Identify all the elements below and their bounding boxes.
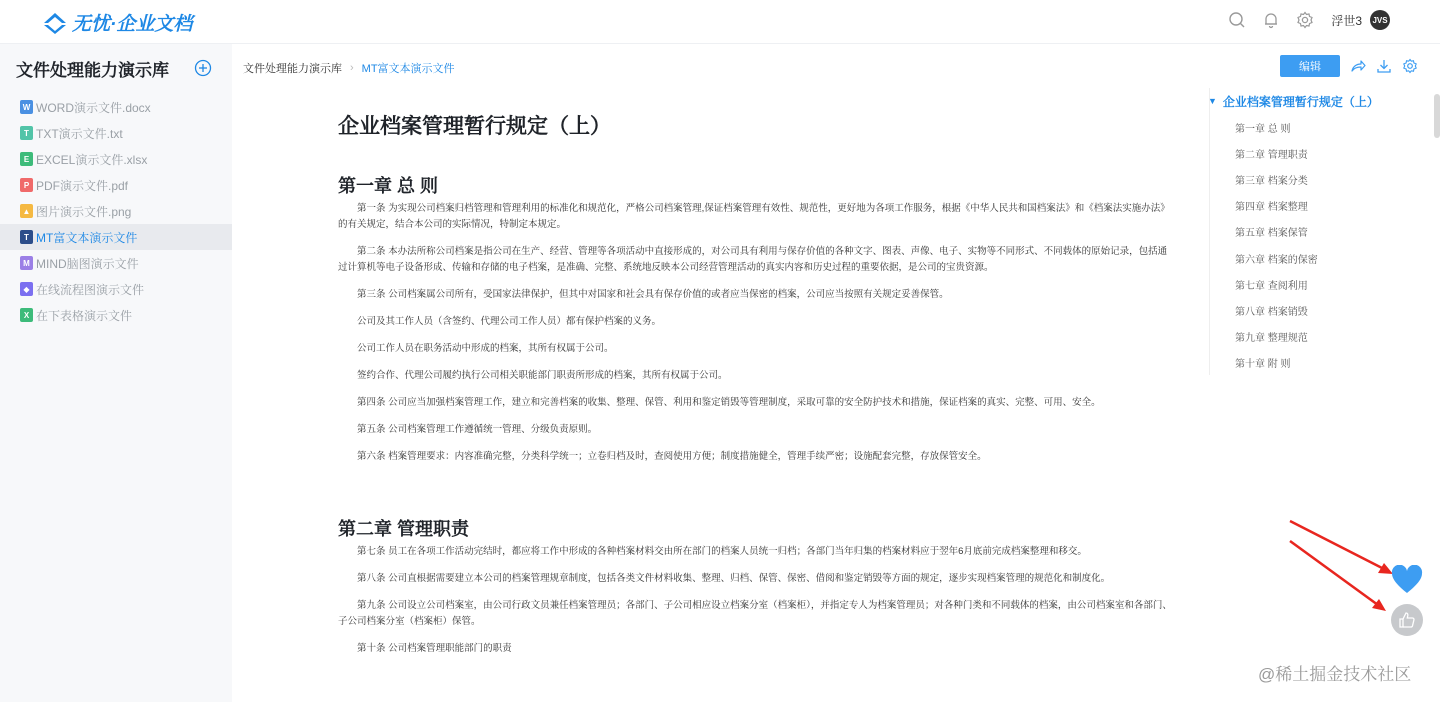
sidebar-file-label: TXT演示文件.txt xyxy=(36,126,123,141)
toc-item[interactable]: 第四章 档案整理 xyxy=(1235,202,1308,214)
toc-item[interactable]: 第五章 档案保管 xyxy=(1235,228,1308,240)
user-name[interactable]: 浮世3 xyxy=(1331,13,1362,28)
sidebar-file-item[interactable] xyxy=(0,250,232,276)
gear-icon[interactable] xyxy=(1295,10,1315,30)
sidebar-file-item[interactable] xyxy=(0,224,232,250)
file-type-icon: X xyxy=(20,308,33,322)
logo[interactable] xyxy=(42,9,192,36)
toc-head[interactable] xyxy=(1208,88,1427,114)
document-paragraph: 第七条 员工在各项工作活动完结时，都应将工作中形成的各种档案材料交由所在部门的档案人员统一归档；各部门当年归集的档案材料应于翌年6月底前完成档案整理和移交。 xyxy=(357,546,1087,557)
file-type-icon: M xyxy=(20,256,33,270)
top-bar xyxy=(0,0,1440,44)
sidebar-file-item[interactable] xyxy=(0,146,232,172)
breadcrumb-current[interactable]: MT富文本演示文件 xyxy=(361,63,455,75)
toc-item[interactable]: 第一章 总 则 xyxy=(1235,123,1291,135)
sidebar-file-label: EXCEL演示文件.xlsx xyxy=(36,152,148,167)
sidebar-file-item[interactable] xyxy=(0,302,232,328)
document-paragraph: 第九条 公司设立公司档案室，由公司行政文员兼任档案管理员；各部门、子公司相应设立档案分室（档案柜），并指定专人为档案管理员；对各种门类和不同载体的档案，由公司档案室和各部门、子公司档案分室（档案柜）保管。 xyxy=(338,600,1172,627)
sidebar-file-item[interactable] xyxy=(0,94,232,120)
toc-item[interactable]: 第十章 附 则 xyxy=(1235,359,1291,371)
breadcrumb-root[interactable]: 文件处理能力演示库 xyxy=(243,63,342,75)
document-body xyxy=(338,106,1173,657)
watermark: @稀土掘金技术社区 xyxy=(1258,665,1412,684)
document-toolbar xyxy=(1280,55,1418,77)
document-paragraph: 第八条 公司直根据需要建立本公司的档案管理规章制度，包括各类文件材料收集、整理、归档、保管、保密、借阅和鉴定销毁等方面的规定，逐步实现档案管理的规范化和制度化。 xyxy=(357,573,1111,584)
edit-button[interactable]: 编辑 xyxy=(1280,55,1340,77)
chapter-2-title: 第二章 管理职责 xyxy=(338,519,470,539)
search-icon[interactable] xyxy=(1227,10,1247,30)
document-paragraph: 第五条 公司档案管理工作遵循统一管理、分级负责原则。 xyxy=(357,424,598,435)
breadcrumb-separator: › xyxy=(350,62,354,74)
bell-icon[interactable] xyxy=(1261,10,1281,30)
chapter-2-body xyxy=(338,544,1173,657)
document-title: 企业档案管理暂行规定（上） xyxy=(338,115,611,138)
settings-icon[interactable] xyxy=(1402,58,1418,74)
sidebar xyxy=(0,44,232,702)
toc-head-label: 企业档案管理暂行规定（上） xyxy=(1222,94,1379,109)
avatar[interactable]: JVS xyxy=(1370,10,1390,30)
breadcrumb xyxy=(243,60,455,76)
document-paragraph: 公司及其工作人员（含签约、代理公司工作人员）都有保护档案的义务。 xyxy=(357,316,662,327)
add-icon[interactable] xyxy=(194,59,212,77)
toc-item[interactable]: 第三章 档案分类 xyxy=(1235,175,1308,187)
document-paragraph: 第二条 本办法所称公司档案是指公司在生产、经营、管理等各项活动中直接形成的，对公司具有利用与保存价值的各种文字、图表、声像、电子、实物等不同形式、不同载体的原始记录，包括通过计算机等电子设备形成、传输和存储的电子档案，是准确、完整、系统地反映本公司经营管理活动的真实内容和历史过程的重要依据，是公司的宝贵资源。 xyxy=(338,246,1168,273)
caret-down-icon: ▼ xyxy=(1208,96,1217,106)
logo-text: 无忧·企业文档 xyxy=(72,14,193,35)
file-type-icon: E xyxy=(20,152,33,166)
main-content xyxy=(232,44,1440,702)
toc-item[interactable]: 第九章 整理规范 xyxy=(1235,333,1308,345)
scrollbar[interactable] xyxy=(1434,94,1440,138)
like-button[interactable] xyxy=(1391,604,1423,636)
sidebar-file-label: 在线流程图演示文件 xyxy=(36,282,145,297)
download-icon[interactable] xyxy=(1376,58,1392,74)
file-type-icon: P xyxy=(20,178,33,192)
sidebar-file-label: WORD演示文件.docx xyxy=(36,100,151,115)
sidebar-file-label: 图片演示文件.png xyxy=(36,204,132,219)
sidebar-file-item[interactable] xyxy=(0,172,232,198)
chapter-1-body xyxy=(338,201,1173,465)
sidebar-file-item[interactable] xyxy=(0,120,232,146)
toc-item[interactable]: 第六章 档案的保密 xyxy=(1235,254,1318,266)
sidebar-file-item[interactable] xyxy=(0,198,232,224)
file-type-icon: W xyxy=(20,100,33,114)
document-paragraph: 公司工作人员在职务活动中形成的档案，其所有权属于公司。 xyxy=(357,343,614,354)
toc-item[interactable]: 第七章 查阅利用 xyxy=(1235,280,1308,292)
heart-icon[interactable] xyxy=(1391,565,1423,595)
sidebar-file-item[interactable] xyxy=(0,276,232,302)
file-type-icon: ▲ xyxy=(20,204,33,218)
sidebar-file-label: PDF演示文件.pdf xyxy=(36,178,129,193)
toc-list xyxy=(1210,114,1427,376)
thumbs-up-icon xyxy=(1398,611,1416,629)
sidebar-file-label: 在下表格演示文件 xyxy=(36,308,133,323)
document-paragraph: 第四条 公司应当加强档案管理工作，建立和完善档案的收集、整理、保管、利用和鉴定销毁等管理制度，采取可靠的安全防护技术和措施，保证档案的真实、完整、可用、安全。 xyxy=(357,397,1101,408)
table-of-contents xyxy=(1209,88,1427,375)
file-type-icon: T xyxy=(20,230,33,244)
logo-icon xyxy=(42,11,68,35)
document-paragraph: 签约合作、代理公司履约执行公司相关职能部门职责所形成的档案，其所有权属于公司。 xyxy=(357,370,728,381)
document-paragraph: 第三条 公司档案属公司所有，受国家法律保护，但其中对国家和社会具有保存价值的或者应当保密的档案，公司应当按照有关规定妥善保管。 xyxy=(357,289,949,300)
toc-item[interactable]: 第八章 档案销毁 xyxy=(1235,306,1308,318)
share-icon[interactable] xyxy=(1350,58,1366,74)
document-paragraph: 第十条 公司档案管理职能部门的职责 xyxy=(357,643,512,654)
sidebar-title: 文件处理能力演示库 xyxy=(16,60,169,80)
document-paragraph: 第六条 档案管理要求：内容准确完整，分类科学统一；立卷归档及时，查阅使用方便；制度措施健全，管理手续严密；设施配套完整，存放保管安全。 xyxy=(357,451,987,462)
file-type-icon: ◆ xyxy=(20,282,33,296)
toc-item[interactable]: 第二章 管理职责 xyxy=(1235,149,1308,161)
file-type-icon: T xyxy=(20,126,33,140)
sidebar-file-label: MT富文本演示文件 xyxy=(36,230,138,245)
sidebar-file-list xyxy=(0,92,232,328)
sidebar-file-label: MIND脑图演示文件 xyxy=(36,256,139,271)
chapter-1-title: 第一章 总 则 xyxy=(338,176,439,196)
document-paragraph: 第一条 为实现公司档案归档管理和管理利用的标准化和规范化，严格公司档案管理,保证档案管理有效性、规范性，更好地为各项工作服务，根据《中华人民共和国档案法》和《档案法实施办法》的有关规定，结合本公司的实际情况，特制定本规定。 xyxy=(338,203,1170,230)
